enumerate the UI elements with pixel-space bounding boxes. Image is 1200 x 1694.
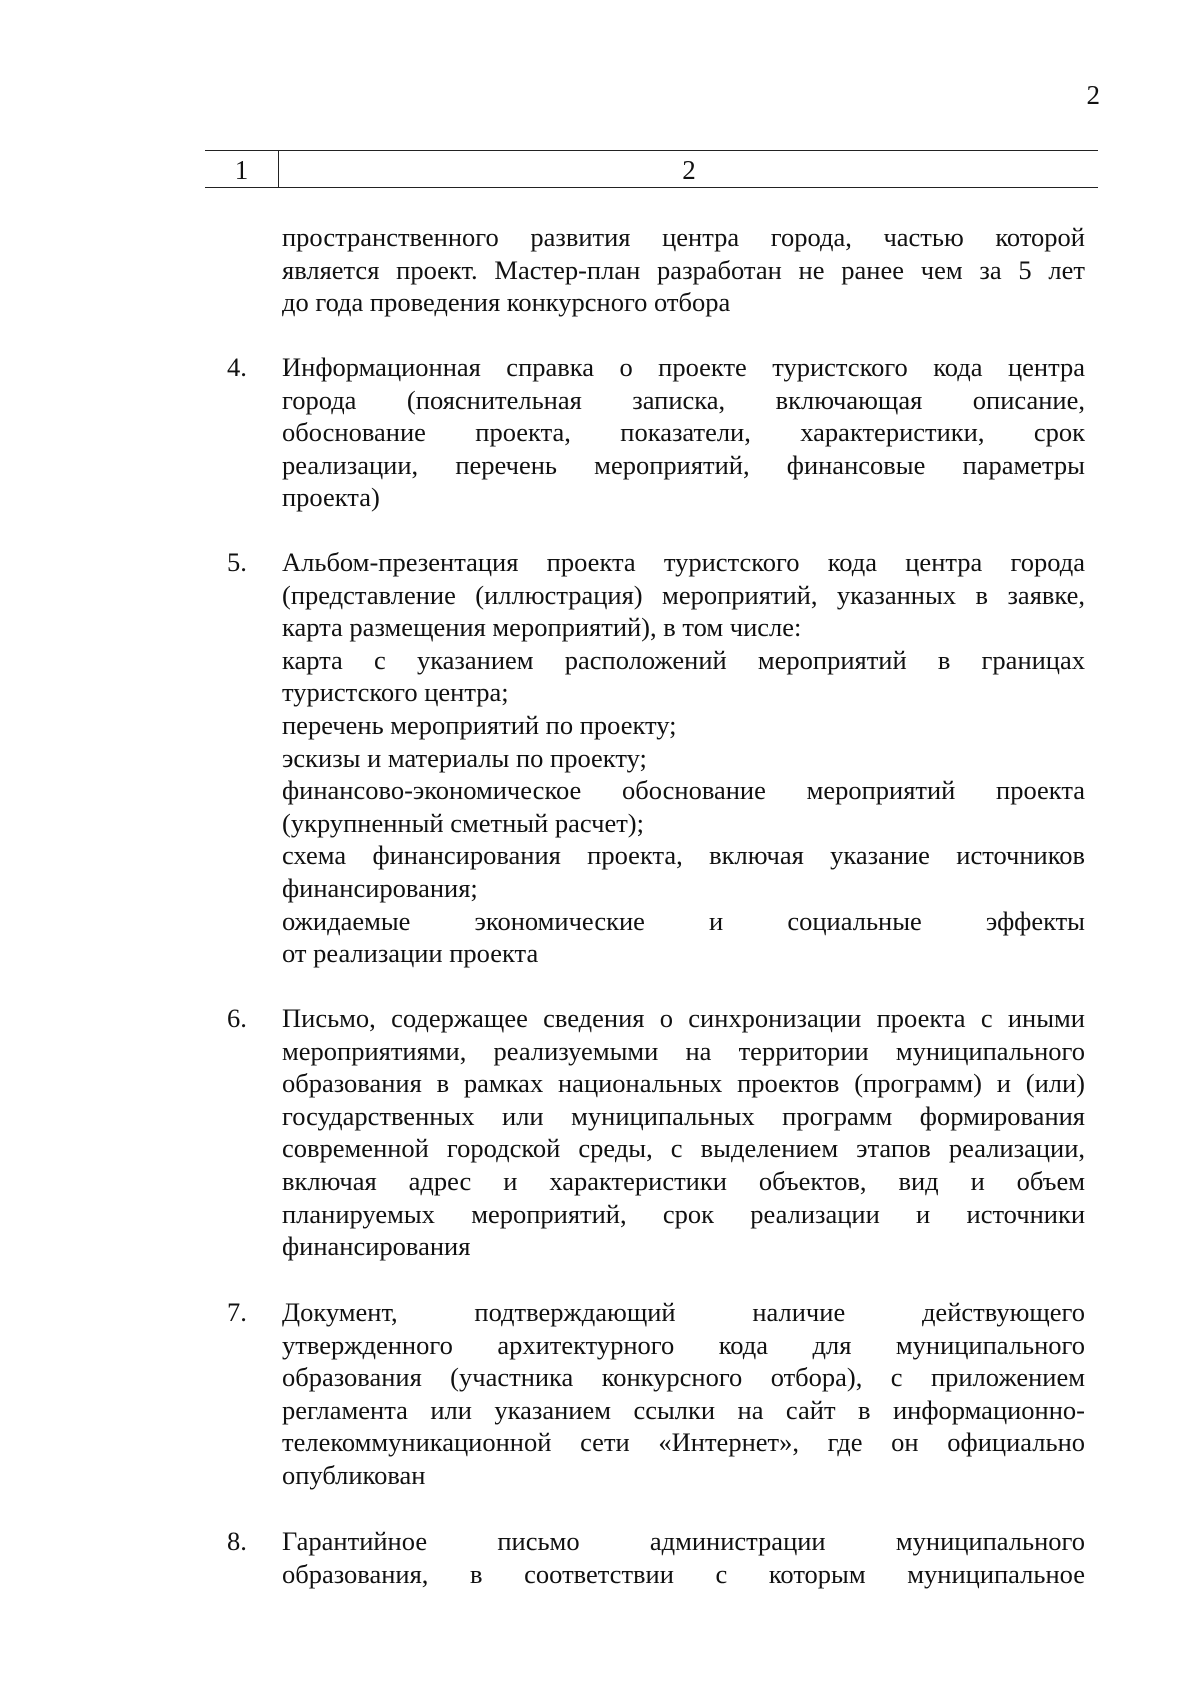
text-line: туристского центра; xyxy=(282,677,509,708)
text-line: карта с указанием расположений мероприятий в границах xyxy=(282,644,1085,675)
text-line: города (пояснительная записка, включающая описание, xyxy=(282,384,1085,415)
text-line: Письмо, содержащее сведения о синхронизации проекта с иными xyxy=(282,1003,1085,1033)
text-line: ожидаемые экономические и социальные эффекты xyxy=(282,905,1085,936)
text-line: образования (участника конкурсного отбора), с приложением xyxy=(282,1362,1085,1393)
text-line: образования в рамках национальных проектов (программ) и (или) xyxy=(282,1068,1085,1099)
item-5-text xyxy=(282,546,1085,970)
text-line: образования, в соответствии с которым муниципальное xyxy=(282,1558,1085,1589)
text-line: Альбом-презентация проекта туристского кода центра города xyxy=(282,547,1085,577)
text-line: включая адрес и характеристики объектов, вид и объем xyxy=(282,1165,1085,1196)
item-8-text xyxy=(282,1525,1085,1590)
text-line: до года проведения конкурсного отбора xyxy=(282,287,731,318)
text-line: (укрупненный сметный расчет); xyxy=(282,807,644,838)
text-line: от реализации проекта xyxy=(282,938,539,969)
text-line: утвержденного архитектурного кода для муниципального xyxy=(282,1329,1085,1360)
item-6-text xyxy=(282,1002,1085,1263)
continuation-paragraph xyxy=(282,221,1085,319)
item-number-5: 5. xyxy=(227,547,247,577)
text-line: мероприятиями, реализуемыми на территории муниципального xyxy=(282,1035,1085,1066)
item-number-7: 7. xyxy=(227,1297,247,1327)
item-number-8: 8. xyxy=(227,1526,247,1556)
text-line: обоснование проекта, показатели, характеристики, срок xyxy=(282,417,1085,448)
item-number-6: 6. xyxy=(227,1003,247,1033)
text-line: планируемых мероприятий, срок реализации и источники xyxy=(282,1198,1085,1229)
text-line: финансово-экономическое обоснование мероприятий проекта xyxy=(282,775,1085,806)
table-header-col-1: 1 xyxy=(205,151,279,187)
text-line: регламента или указанием ссылки на сайт в информационно- xyxy=(282,1394,1085,1425)
text-line: государственных или муниципальных программ формирования xyxy=(282,1100,1085,1131)
text-line: (представление (иллюстрация) мероприятий, указанных в заявке, xyxy=(282,579,1085,610)
table-header-col-2: 2 xyxy=(682,155,696,185)
text-line: пространственного развития центра города, частью которой xyxy=(282,222,1085,252)
text-line: финансирования xyxy=(282,1231,471,1262)
text-line: проекта) xyxy=(282,482,380,513)
item-number-4: 4. xyxy=(227,352,247,382)
text-line: телекоммуникационной сети «Интернет», где он официально xyxy=(282,1427,1085,1458)
text-line: Документ, подтверждающий наличие действующего xyxy=(282,1297,1085,1327)
text-line: перечень мероприятий по проекту; xyxy=(282,709,677,740)
text-line: реализации, перечень мероприятий, финансовые параметры xyxy=(282,449,1085,480)
item-4-text xyxy=(282,351,1085,514)
text-line: схема финансирования проекта, включая указание источников xyxy=(282,840,1085,871)
item-7-text xyxy=(282,1296,1085,1492)
text-line: является проект. Мастер-план разработан не ранее чем за 5 лет xyxy=(282,254,1085,285)
text-line: Гарантийное письмо администрации муниципального xyxy=(282,1526,1085,1556)
text-line: Информационная справка о проекте туристского кода центра xyxy=(282,352,1085,382)
page-number: 2 xyxy=(1086,80,1100,110)
table-header xyxy=(205,150,1098,188)
text-line: финансирования; xyxy=(282,872,478,903)
text-line: эскизы и материалы по проекту; xyxy=(282,742,647,773)
text-line: современной городской среды, с выделением этапов реализации, xyxy=(282,1133,1085,1164)
text-line: карта размещения мероприятий), в том числе: xyxy=(282,612,802,643)
text-line: опубликован xyxy=(282,1459,426,1490)
